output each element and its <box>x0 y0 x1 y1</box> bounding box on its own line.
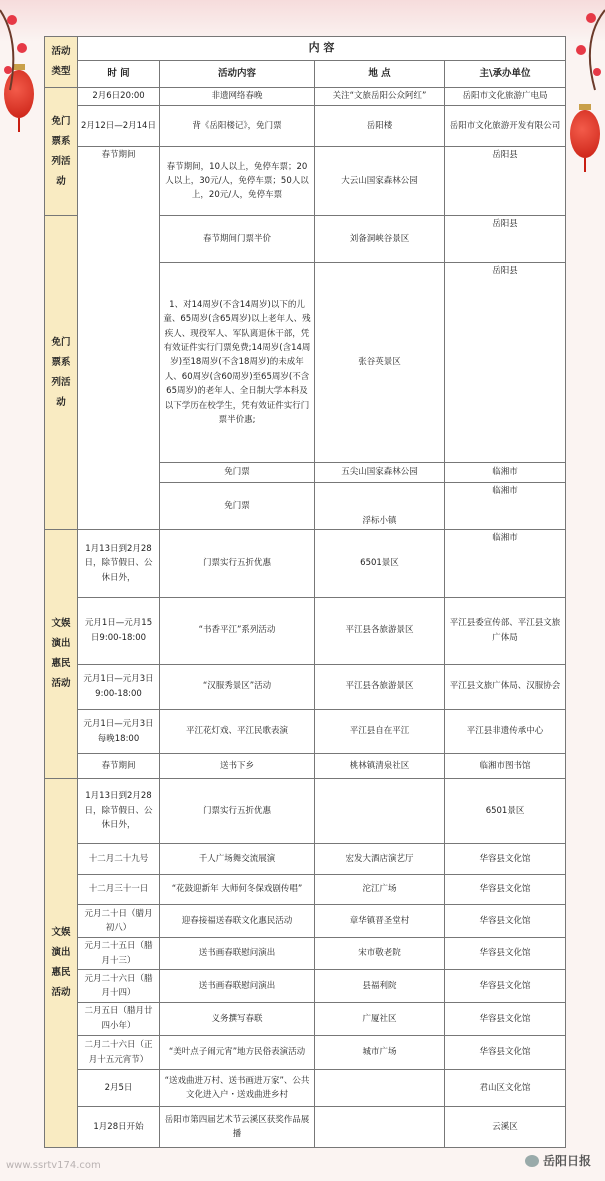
cell-time: 二月五日（腊月廿四小年） <box>78 1003 160 1036</box>
cell-place: 广厦社区 <box>315 1003 445 1036</box>
lantern-right-icon <box>570 110 600 158</box>
cell-place: 桃林镇清泉社区 <box>315 754 445 778</box>
cell-place: 平江县自在平江 <box>315 709 445 754</box>
cell-time: 2月12日—2月14日 <box>78 106 160 147</box>
section-culture-2: 文娱演出惠民活动 <box>45 778 78 1147</box>
cell-place: 刘备洞峡谷景区 <box>315 216 445 263</box>
cell-place: 岳阳楼 <box>315 106 445 147</box>
header-activity: 活动内容 <box>160 61 315 88</box>
cell-content: 平江花灯戏、平江民歌表演 <box>160 709 315 754</box>
cell-time: 1月28日开始 <box>78 1107 160 1148</box>
cell-org: 临湘市 <box>445 463 566 483</box>
cell-content: “书香平江”系列活动 <box>160 597 315 664</box>
cell-time: 2月5日 <box>78 1070 160 1107</box>
cell-content: 春节期间，10人以上，免停车票；20人以上，30元/人，免停车票；50人以上，20元/人，免停车票 <box>160 147 315 216</box>
header-row <box>45 61 566 88</box>
cell-time: 元月1日—元月3日每晚18:00 <box>78 709 160 754</box>
wechat-icon <box>525 1155 539 1167</box>
cell-place: 五尖山国家森林公园 <box>315 463 445 483</box>
cell-time: 元月二十五日（腊月十三） <box>78 937 160 970</box>
cell-org: 华容县文化馆 <box>445 937 566 970</box>
table-row <box>45 147 566 216</box>
cell-org: 岳阳县 <box>445 147 566 216</box>
cell-org: 平江县非遗传承中心 <box>445 709 566 754</box>
table-row <box>45 844 566 875</box>
cell-time: 2月6日20:00 <box>78 87 160 105</box>
section-culture-1: 文娱演出惠民活动 <box>45 530 78 779</box>
cell-content: 免门票 <box>160 463 315 483</box>
table-row <box>45 530 566 597</box>
cell-content: “送戏曲进万村、送书画进万家”、公共文化进入户・送戏曲进乡村 <box>160 1070 315 1107</box>
cell-org: 6501景区 <box>445 778 566 843</box>
cell-place: 城市广场 <box>315 1035 445 1070</box>
table-row <box>45 778 566 843</box>
table-row <box>45 874 566 905</box>
section-free-2: 免门票系列活动 <box>45 216 78 530</box>
cell-org: 华容县文化馆 <box>445 844 566 875</box>
cell-org: 岳阳市文化旅游广电局 <box>445 87 566 105</box>
cell-content: 免门票 <box>160 483 315 530</box>
table-row <box>45 709 566 754</box>
cell-place: 宏发大酒店演艺厅 <box>315 844 445 875</box>
cell-content: “美叶点子闹元宵”地方民俗表演活动 <box>160 1035 315 1070</box>
cell-org: 岳阳县 <box>445 263 566 463</box>
cell-time: 元月1日—元月3日9:00-18:00 <box>78 664 160 709</box>
cell-time: 1月13日到2月28日，除节假日、公休日外， <box>78 778 160 843</box>
cell-content: 义务撰写春联 <box>160 1003 315 1036</box>
cell-org: 君山区文化馆 <box>445 1070 566 1107</box>
cell-time: 十二月三十一日 <box>78 874 160 905</box>
cell-content: 千人广场舞交流展演 <box>160 844 315 875</box>
cell-org: 临湘市 <box>445 530 566 597</box>
cell-place: 关注“文旅岳阳公众阿红” <box>315 87 445 105</box>
header-place: 地 点 <box>315 61 445 88</box>
cell-org: 华容县文化馆 <box>445 1003 566 1036</box>
cell-content: 春节期间门票半价 <box>160 216 315 263</box>
cell-place <box>315 778 445 843</box>
table-row <box>45 905 566 938</box>
cell-place: 平江县各旅游景区 <box>315 597 445 664</box>
cell-content: 门票实行五折优惠 <box>160 778 315 843</box>
brand-watermark <box>525 1152 591 1169</box>
table-row <box>45 1107 566 1148</box>
cell-place: 宋市敬老院 <box>315 937 445 970</box>
lantern-left-icon <box>4 70 34 118</box>
header-time: 时 间 <box>78 61 160 88</box>
cell-content: 1、对14周岁(不含14周岁)以下的儿童、65周岁(含65周岁)以上老年人、残疾人、现役军人、军队离退休干部，凭有效证件实行门票免费;14周岁(含14周岁)至18周岁(不含18周岁)的未成年人、60周岁(含60周岁)至65周岁(不含65周岁)的老年人、全日制大学本科及以下学历在校学生，凭有效证件实行门票半价惠; <box>160 263 315 463</box>
cell-org: 华容县文化馆 <box>445 905 566 938</box>
cell-content: 送书下乡 <box>160 754 315 778</box>
cell-content: “花鼓迎新年 大师何冬保戏剧传唱” <box>160 874 315 905</box>
cell-content: 岳阳市第四届艺术节云溪区获奖作品展播 <box>160 1107 315 1148</box>
cell-time: 元月二十日（腊月初八） <box>78 905 160 938</box>
table-row <box>45 1035 566 1070</box>
table-row <box>45 970 566 1003</box>
header-org: 主\承办单位 <box>445 61 566 88</box>
cell-content: 背《岳阳楼记》，免门票 <box>160 106 315 147</box>
cell-org: 华容县文化馆 <box>445 874 566 905</box>
cell-content: “汉服秀景区”活动 <box>160 664 315 709</box>
cell-org: 云溪区 <box>445 1107 566 1148</box>
cell-org: 岳阳县 <box>445 216 566 263</box>
section-free-1: 免门票系列活动 <box>45 87 78 215</box>
table-row <box>45 106 566 147</box>
cell-place: 县福利院 <box>315 970 445 1003</box>
cell-content: 门票实行五折优惠 <box>160 530 315 597</box>
header-row-top <box>45 37 566 61</box>
cell-place: 沱江广场 <box>315 874 445 905</box>
header-type: 活动类型 <box>45 37 78 88</box>
site-watermark: www.ssrtv174.com <box>6 1160 101 1171</box>
cell-time: 1月13日到2月28日，除节假日、公休日外， <box>78 530 160 597</box>
header-content: 内 容 <box>78 37 566 61</box>
cell-org: 临湘市 <box>445 483 566 530</box>
cell-place: 浮标小镇 <box>315 483 445 530</box>
activity-table <box>44 36 566 1148</box>
table-row <box>45 87 566 105</box>
cell-time: 元月二十六日（腊月十四） <box>78 970 160 1003</box>
cell-place: 大云山国家森林公园 <box>315 147 445 216</box>
cell-time: 元月1日—元月15日9:00-18:00 <box>78 597 160 664</box>
table-row <box>45 597 566 664</box>
cell-org: 平江县文旅广体局、汉服协会 <box>445 664 566 709</box>
cell-content: 迎春接福送春联文化惠民活动 <box>160 905 315 938</box>
cell-content: 送书画春联慰问演出 <box>160 937 315 970</box>
cell-org: 华容县文化馆 <box>445 1035 566 1070</box>
table-row <box>45 664 566 709</box>
cell-time: 二月二十六日（正月十五元宵节） <box>78 1035 160 1070</box>
cell-place <box>315 1070 445 1107</box>
cell-org: 平江县委宣传部、平江县文旅广体局 <box>445 597 566 664</box>
cell-time: 春节期间 <box>78 754 160 778</box>
brand-label: 岳阳日报 <box>542 1154 591 1168</box>
table-row <box>45 1070 566 1107</box>
table-row <box>45 937 566 970</box>
cell-content: 送书画春联慰问演出 <box>160 970 315 1003</box>
cell-place <box>315 1107 445 1148</box>
cell-org: 华容县文化馆 <box>445 970 566 1003</box>
cell-place: 张谷英景区 <box>315 263 445 463</box>
cell-content: 非遗网络春晚 <box>160 87 315 105</box>
cell-org: 岳阳市文化旅游开发有限公司 <box>445 106 566 147</box>
cell-place: 平江县各旅游景区 <box>315 664 445 709</box>
cell-time: 春节期间 <box>78 147 160 530</box>
cell-org: 临湘市图书馆 <box>445 754 566 778</box>
table-row <box>45 754 566 778</box>
cell-place: 6501景区 <box>315 530 445 597</box>
cell-place: 章华镇晋圣堂村 <box>315 905 445 938</box>
cell-time: 十二月二十九号 <box>78 844 160 875</box>
table-row <box>45 1003 566 1036</box>
